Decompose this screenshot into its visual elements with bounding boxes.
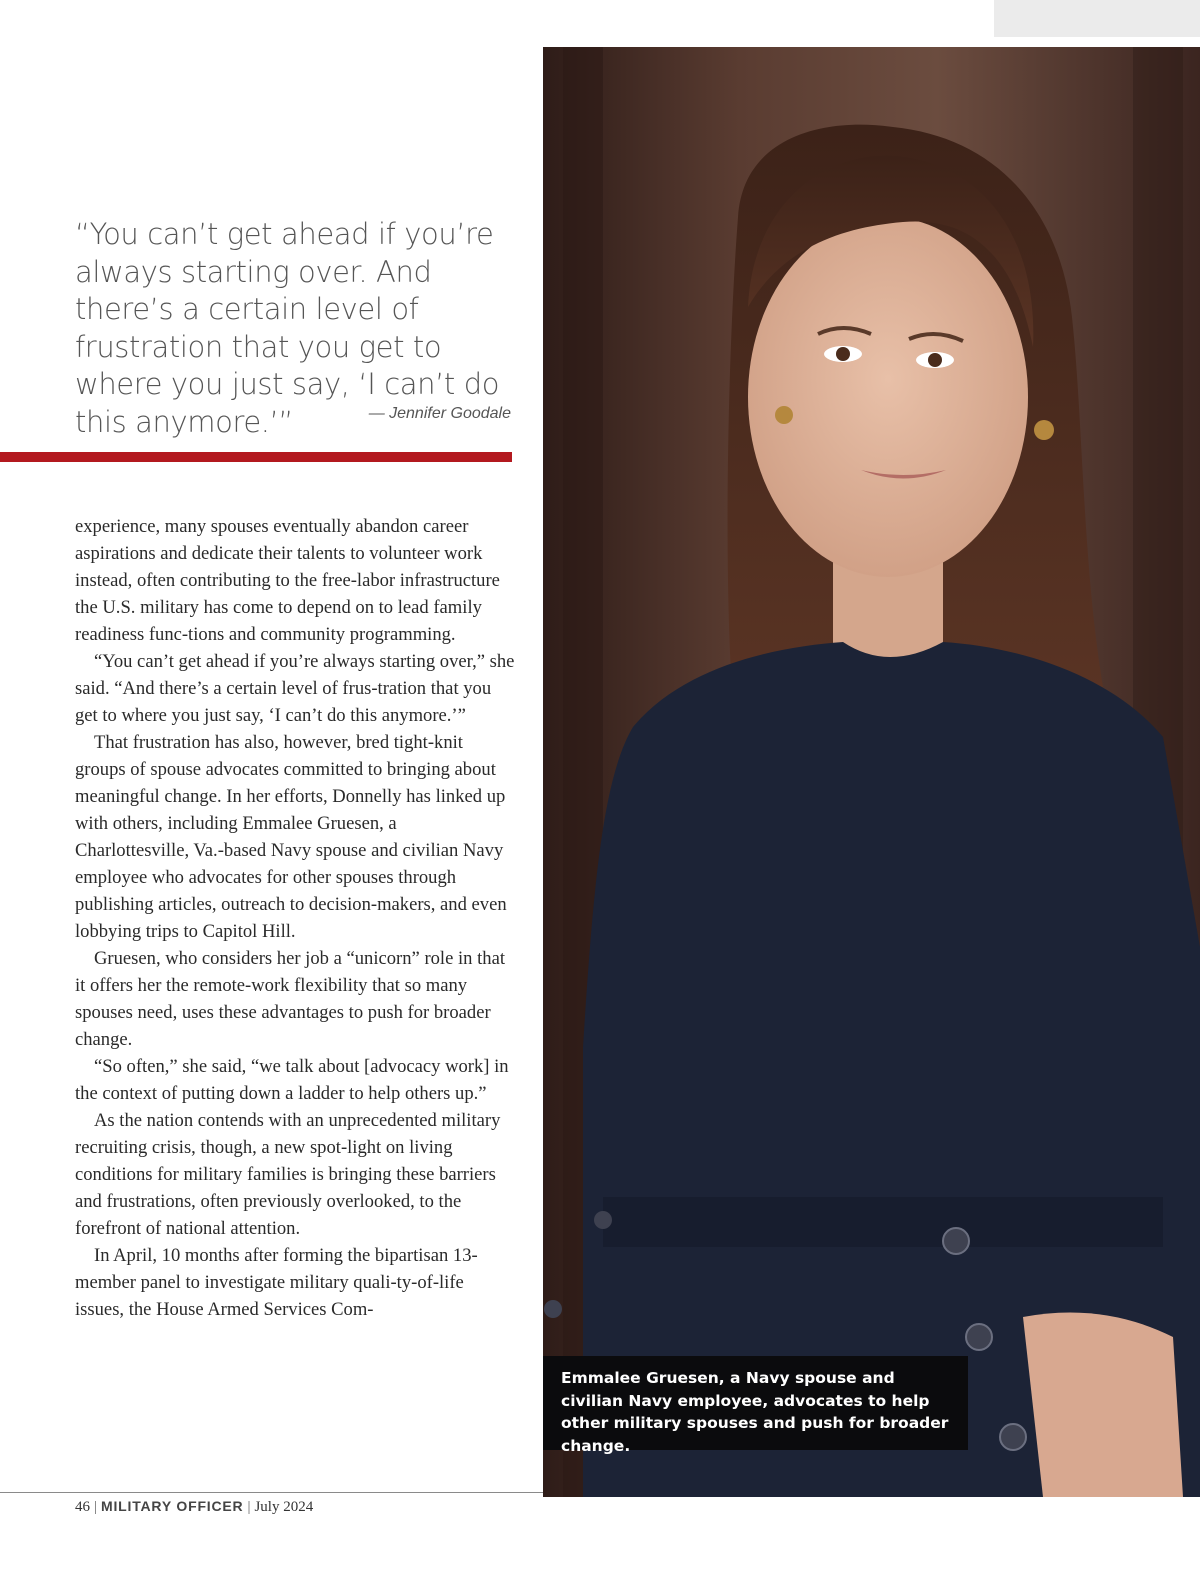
- body-paragraph: Gruesen, who considers her job a “unicorn” role in that it offers her the remote-work flexibility that so many spouses need, uses these advantages to push for broader change.: [75, 948, 505, 1050]
- publication-name: MILITARY OFFICER: [101, 1498, 244, 1514]
- body-paragraph: As the nation contends with an unprecedented military recruiting crisis, though, a new spot-light on living conditions for military families is bringing these barriers and frustrations, often previously overlooked, to the forefront of national attention.: [75, 1110, 501, 1239]
- body-paragraph: “You can’t get ahead if you’re always starting over,” she said. “And there’s a certain level of frus-tration that you get to where you just say, ‘I can’t do this anymore.’”: [75, 651, 515, 726]
- photo-caption: Emmalee Gruesen, a Navy spouse and civilian Navy employee, advocates to help other military spouses and push for broader change.: [561, 1369, 949, 1455]
- footer-rule: [0, 1492, 543, 1493]
- body-paragraph: “So often,” she said, “we talk about [advocacy work] in the context of putting down a ladder to help others up.”: [75, 1056, 509, 1104]
- pull-quote: “You can’t get ahead if you’re always starting over. And there’s a certain level of frustration that you get to where you just say, ‘I can’t do this anymore.’”: [75, 217, 500, 439]
- quote-attribution: — Jennifer Goodale: [368, 405, 511, 422]
- footer-separator: |: [94, 1499, 98, 1515]
- body-paragraph: That frustration has also, however, bred tight-knit groups of spouse advocates committed to bringing about meaningful change. In her efforts, Donnelly has linked up with others, including Emmalee Gruesen, a Charlottesville, Va.-based Navy spouse and civilian Navy employee who advocates for other spouses through publishing articles, outreach to decision-makers, and even lobbying trips to Capitol Hill.: [75, 732, 507, 942]
- issue-date: July 2024: [254, 1499, 314, 1515]
- page-footer: [75, 1498, 313, 1516]
- photo-caption-box: [543, 1356, 968, 1455]
- body-paragraph: experience, many spouses eventually abandon career aspirations and dedicate their talents to volunteer work instead, often contributing to the free-labor infrastructure the U.S. military has come to depend on to lead family readiness func-tions and community programming.: [75, 516, 500, 645]
- corner-tab: [994, 0, 1200, 37]
- footer-separator: |: [247, 1499, 251, 1515]
- red-divider: [0, 452, 512, 462]
- article-body: [75, 513, 515, 1323]
- page-number: 46: [75, 1499, 90, 1515]
- body-paragraph: In April, 10 months after forming the bipartisan 13-member panel to investigate military quali-ty-of-life issues, the House Armed Services Com-: [75, 1245, 478, 1320]
- portrait-photo: [543, 47, 1200, 1497]
